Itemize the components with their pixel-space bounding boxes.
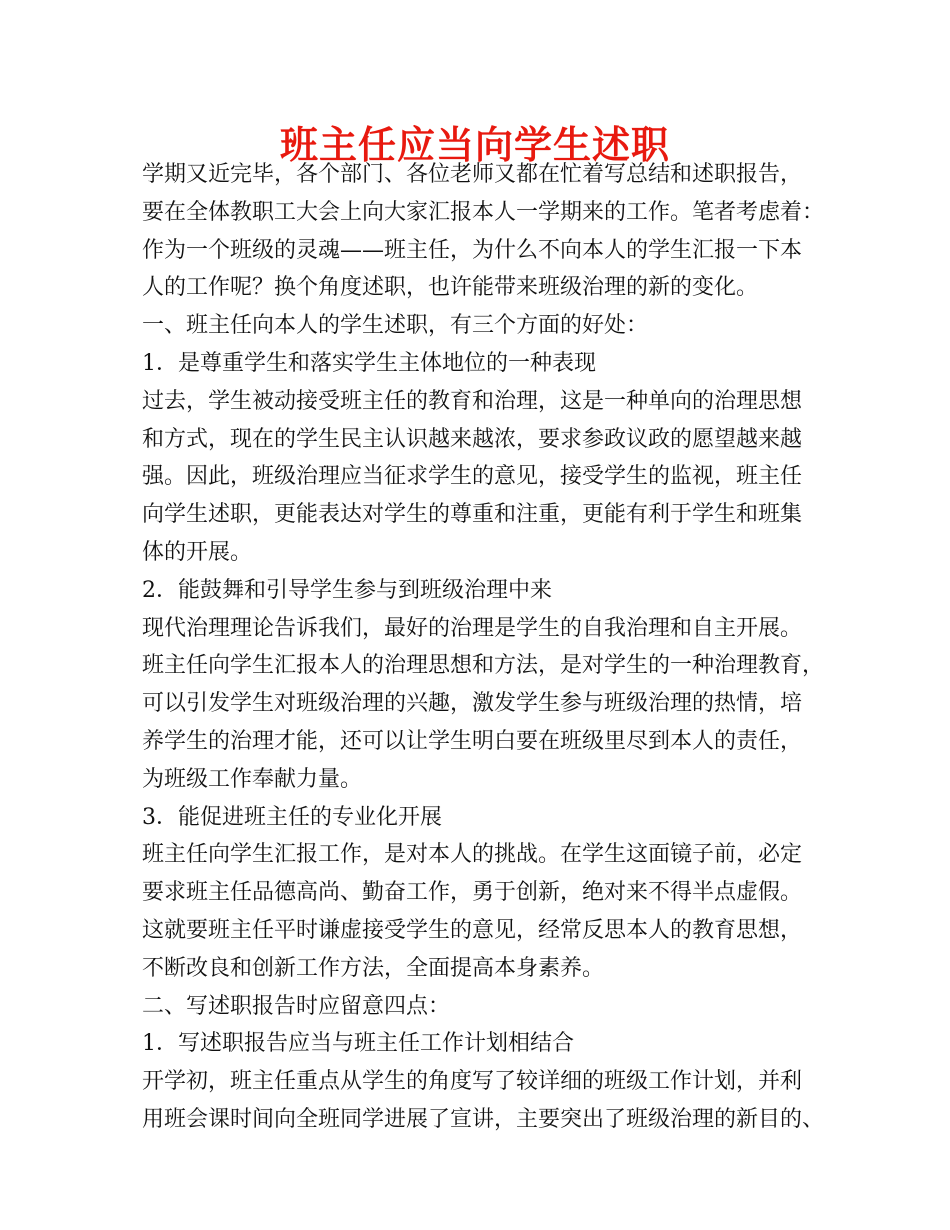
text-line: 这就要班主任平时谦虚接受学生的意见，经常反思本人的教育思想，	[142, 917, 803, 943]
text-line: 和方式，现在的学生民主认识越来越浓，要求参政议政的愿望越来越	[142, 426, 803, 452]
text-line: 1．写述职报告应当与班主任工作计划相结合	[142, 1031, 574, 1057]
text-line: 班主任向学生汇报工作，是对本人的挑战。在学生这面镜子前，必定	[142, 842, 803, 868]
text-line: 一、班主任向本人的学生述职，有三个方面的好处：	[142, 313, 649, 339]
text-line: 强。因此，班级治理应当征求学生的意见，接受学生的监视，班主任	[142, 464, 803, 490]
text-line: 人的工作呢？换个角度述职，也许能带来班级治理的新的变化。	[142, 275, 759, 301]
text-line: 过去，学生被动接受班主任的教育和治理，这是一种单向的治理思想	[142, 388, 803, 414]
document-title: 班主任应当向学生述职	[279, 123, 670, 167]
text-line: 用班会课时间向全班同学进展了宣讲，主要突出了班级治理的新目的、	[142, 1106, 825, 1132]
text-line: 开学初，班主任重点从学生的角度写了较详细的班级工作计划，并利	[142, 1069, 803, 1095]
text-line: 现代治理理论告诉我们，最好的治理是学生的自我治理和自主开展。	[142, 615, 803, 641]
text-line: 学期又近完毕，各个部门、各位老师又都在忙着写总结和述职报告，	[142, 162, 803, 187]
text-line: 二、写述职报告时应留意四点：	[142, 993, 451, 1019]
text-line: 不断改良和创新工作方法，全面提高本身素养。	[142, 955, 605, 981]
document-body	[142, 156, 842, 1139]
text-line: 可以引发学生对班级治理的兴趣，激发学生参与班级治理的热情，培	[142, 691, 803, 717]
text-line: 体的开展。	[142, 539, 253, 565]
text-line: 要在全体教职工大会上向大家汇报本人一学期来的工作。笔者考虑着：	[142, 199, 825, 225]
text-line: 要求班主任品德高尚、勤奋工作，勇于创新，绝对来不得半点虚假。	[142, 880, 803, 906]
text-line: 3．能促进班主任的专业化开展	[142, 804, 442, 830]
text-line: 班主任向学生汇报本人的治理思想和方法，是对学生的一种治理教育，	[142, 653, 825, 679]
text-line: 2．能鼓舞和引导学生参与到班级治理中来	[142, 577, 552, 603]
text-line: 1．是尊重学生和落实学生主体地位的一种表现	[142, 350, 596, 376]
text-line: 作为一个班级的灵魂——班主任，为什么不向本人的学生汇报一下本	[142, 237, 803, 263]
text-line: 为班级工作奉献力量。	[142, 766, 363, 792]
text-line: 向学生述职，更能表达对学生的尊重和注重，更能有利于学生和班集	[142, 502, 803, 528]
text-line: 养学生的治理才能，还可以让学生明白要在班级里尽到本人的责任，	[142, 728, 803, 754]
